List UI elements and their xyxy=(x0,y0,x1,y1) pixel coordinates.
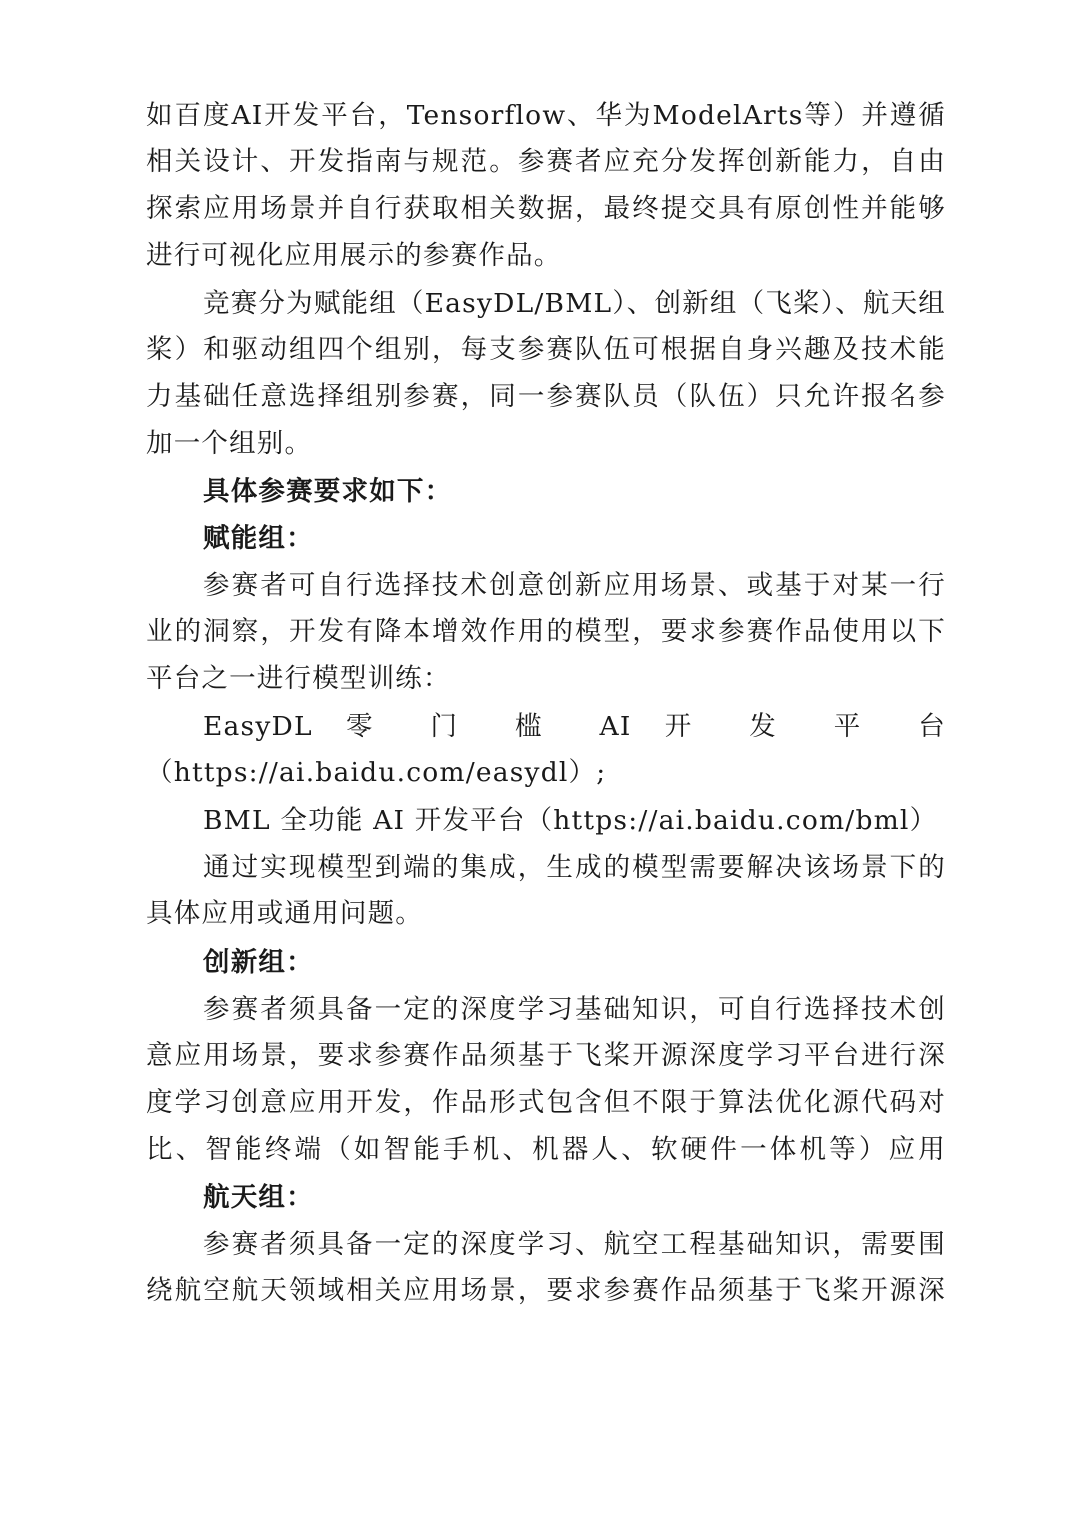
group-heading-chuangxin: 创新组： xyxy=(203,947,314,978)
section-heading: 具体参赛要求如下： xyxy=(203,476,453,507)
group-heading-hangtian: 航天组： xyxy=(203,1182,314,1213)
paragraph-line: 如百度AI开发平台，Tensorflow、华为ModelArts等）并遵循 xyxy=(146,100,946,131)
paragraph-line: 相关设计、开发指南与规范。参赛者应充分发挥创新能力，自由 xyxy=(146,146,946,177)
platform-line-easydl: EasyDL 零 门 槛 AI 开 发 平 台 xyxy=(203,711,946,742)
paragraph-line: 度学习创意应用开发，作品形式包含但不限于算法优化源代码对 xyxy=(146,1087,946,1118)
paragraph-line: 比、智能终端（如智能手机、机器人、软硬件一体机等）应用 xyxy=(146,1134,946,1165)
paragraph-line: 参赛者须具备一定的深度学习基础知识，可自行选择技术创 xyxy=(203,994,946,1025)
group-heading-funeng: 赋能组： xyxy=(203,523,314,554)
paragraph-line: 意应用场景，要求参赛作品须基于飞桨开源深度学习平台进行深 xyxy=(146,1040,946,1071)
paragraph-line: 桨）和驱动组四个组别，每支参赛队伍可根据自身兴趣及技术能 xyxy=(146,334,946,365)
paragraph-line: 参赛者须具备一定的深度学习、航空工程基础知识，需要围 xyxy=(203,1229,946,1260)
paragraph-line: 通过实现模型到端的集成，生成的模型需要解决该场景下的 xyxy=(203,852,946,883)
paragraph-line: 力基础任意选择组别参赛，同一参赛队员（队伍）只允许报名参 xyxy=(146,381,946,412)
paragraph-line: 绕航空航天领域相关应用场景，要求参赛作品须基于飞桨开源深 xyxy=(146,1275,946,1306)
paragraph-line: 竞赛分为赋能组（EasyDL/BML）、创新组（飞桨）、航天组 xyxy=(203,288,946,319)
paragraph-line: 参赛者可自行选择技术创意创新应用场景、或基于对某一行 xyxy=(203,570,946,601)
platform-line-bml: BML 全功能 AI 开发平台（https://ai.baidu.com/bml） xyxy=(203,805,938,836)
paragraph-line: 探索应用场景并自行获取相关数据，最终提交具有原创性并能够 xyxy=(146,193,946,224)
paragraph-line: 业的洞察，开发有降本增效作用的模型，要求参赛作品使用以下 xyxy=(146,616,946,647)
paragraph-line: 加一个组别。 xyxy=(146,428,313,459)
paragraph-line: 平台之一进行模型训练： xyxy=(146,663,451,694)
paragraph-line: 进行可视化应用展示的参赛作品。 xyxy=(146,240,562,271)
url-line-easydl: （https://ai.baidu.com/easydl）; xyxy=(146,757,607,788)
paragraph-line: 具体应用或通用问题。 xyxy=(146,898,423,929)
